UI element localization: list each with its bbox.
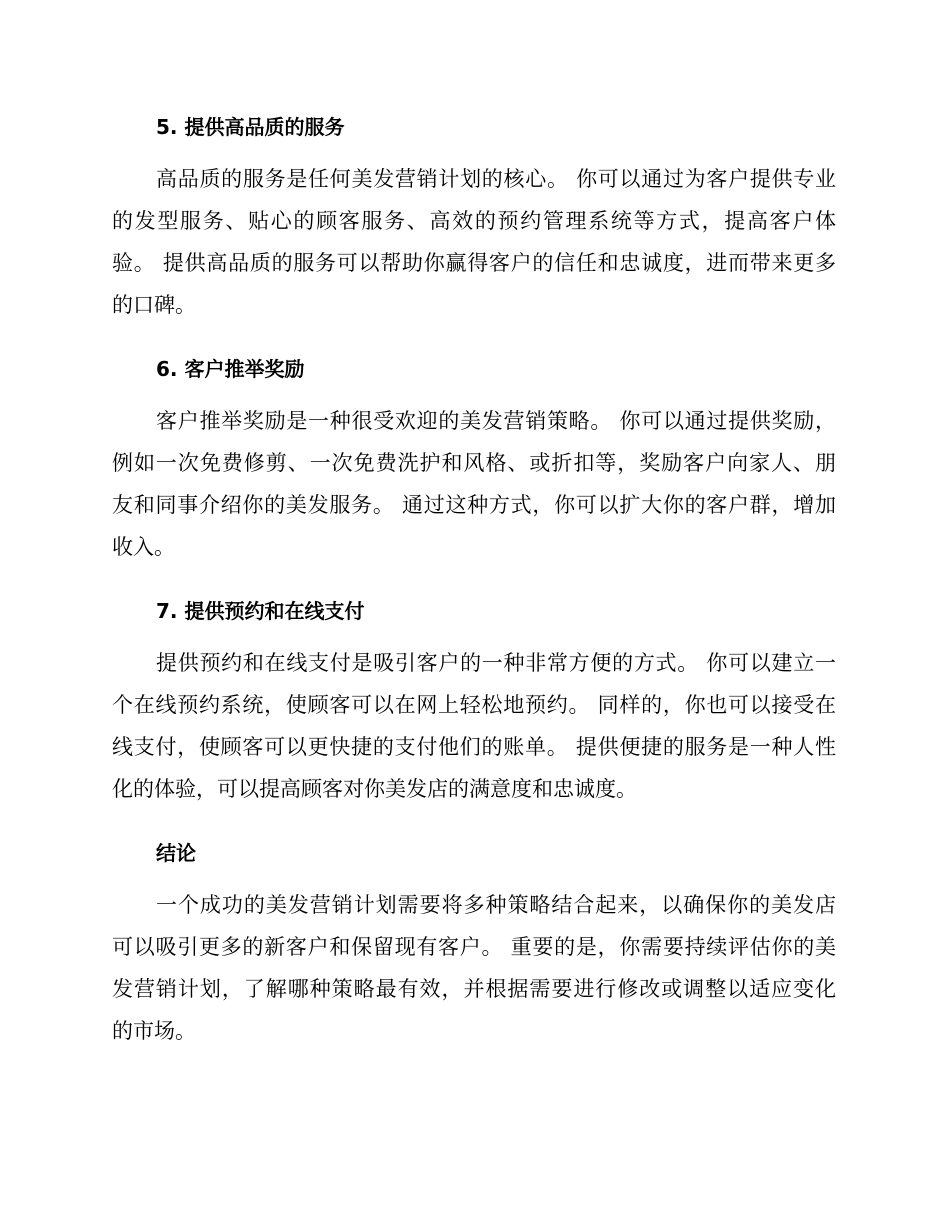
section-paragraph	[112, 642, 836, 810]
section-conclusion	[112, 834, 836, 1052]
paragraph-line: 化的体验，可以提高顾客对你美发店的满意度和忠诚度。	[112, 777, 637, 801]
paragraph-line: 的发型服务、贴心的顾客服务、高效的预约管理系统等方式，提高客户体	[112, 209, 836, 233]
section-heading: 6. 客户推举奖励	[156, 357, 305, 381]
section-gap	[112, 568, 836, 592]
paragraph-line: 发营销计划，了解哪种策略最有效，并根据需要进行修改或调整以适应变化	[112, 977, 836, 1001]
section-gap	[112, 326, 836, 350]
section-paragraph	[112, 884, 836, 1052]
section-heading: 结论	[156, 841, 196, 865]
paragraph-line: 线支付，使顾客可以更快捷的支付他们的账单。 提供便捷的服务是一种人性	[112, 735, 836, 759]
section-heading: 7. 提供预约和在线支付	[156, 599, 365, 623]
paragraph-line: 友和同事介绍你的美发服务。 通过这种方式，你可以扩大你的客户群，增加	[112, 493, 836, 517]
section-referral-rewards	[112, 350, 836, 568]
paragraph-line: 的口碑。	[112, 293, 196, 317]
section-gap	[112, 810, 836, 834]
paragraph-line: 个在线预约系统，使顾客可以在网上轻松地预约。 同样的，你也可以接受在	[112, 693, 836, 717]
paragraph-line: 高品质的服务是任何美发营销计划的核心。 你可以通过为客户提供专业	[156, 167, 836, 191]
paragraph-line: 客户推举奖励是一种很受欢迎的美发营销策略。 你可以通过提供奖励，	[156, 409, 836, 433]
section-heading: 5. 提供高品质的服务	[156, 115, 345, 139]
section-booking-payment	[112, 592, 836, 810]
section-paragraph	[112, 158, 836, 326]
paragraph-line: 一个成功的美发营销计划需要将多种策略结合起来，以确保你的美发店	[156, 893, 836, 917]
paragraph-line: 验。 提供高品质的服务可以帮助你赢得客户的信任和忠诚度，进而带来更多	[112, 251, 836, 275]
paragraph-line: 提供预约和在线支付是吸引客户的一种非常方便的方式。 你可以建立一	[156, 651, 836, 675]
section-high-quality-service	[112, 108, 836, 326]
paragraph-line: 的市场。	[112, 1019, 196, 1043]
paragraph-line: 收入。	[112, 535, 175, 559]
section-paragraph	[112, 400, 836, 568]
paragraph-line: 可以吸引更多的新客户和保留现有客户。 重要的是，你需要持续评估你的美	[112, 935, 836, 959]
paragraph-line: 例如一次免费修剪、一次免费洗护和风格、或折扣等，奖励客户向家人、朋	[112, 451, 836, 475]
